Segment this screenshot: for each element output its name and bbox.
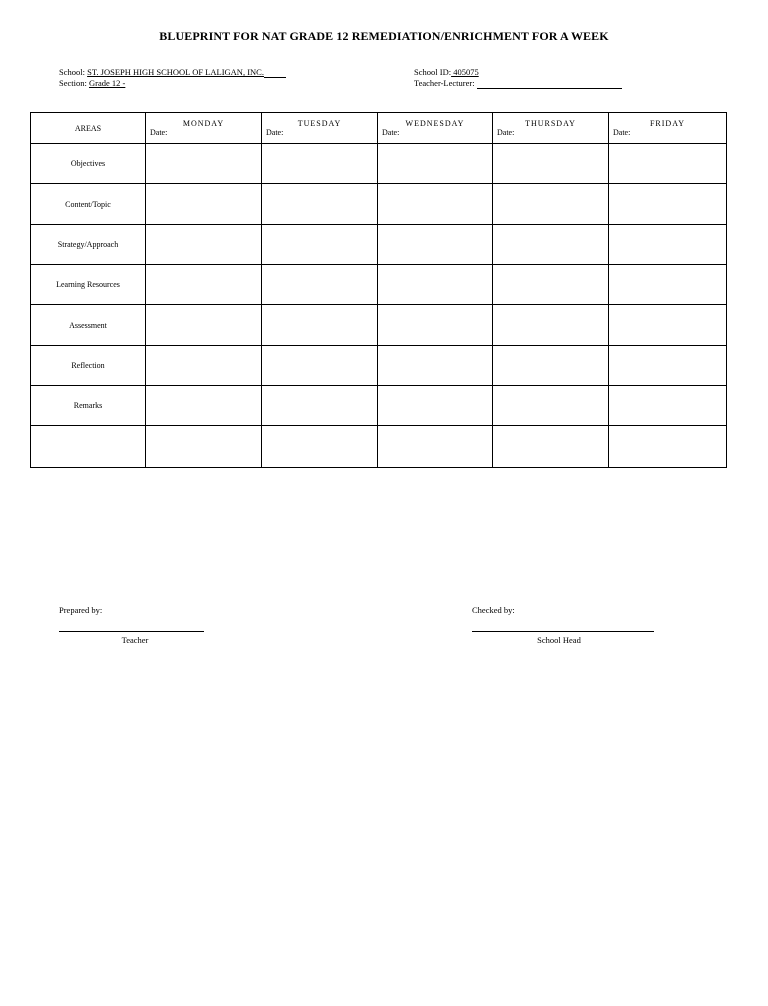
plan-cell[interactable]	[378, 305, 493, 346]
school-head-signature-line[interactable]	[472, 631, 654, 632]
plan-cell[interactable]	[609, 225, 727, 265]
teacher-signature-line[interactable]	[59, 631, 204, 632]
plan-cell[interactable]	[493, 144, 609, 184]
area-label: Strategy/Approach	[31, 225, 146, 265]
section-value: Grade 12 -	[88, 78, 126, 88]
plan-cell[interactable]	[378, 386, 493, 426]
prepared-by-label: Prepared by:	[59, 605, 103, 615]
plan-cell[interactable]	[378, 265, 493, 305]
table-row	[31, 305, 727, 346]
plan-cell[interactable]	[493, 386, 609, 426]
checked-by-label: Checked by:	[472, 605, 515, 615]
plan-cell[interactable]	[493, 225, 609, 265]
date-label: Date:	[150, 128, 168, 137]
day-header-thursday	[493, 113, 609, 144]
table-row	[31, 225, 727, 265]
school-id-line	[414, 67, 479, 78]
plan-cell[interactable]	[146, 305, 262, 346]
date-label: Date:	[497, 128, 515, 137]
plan-cell[interactable]	[609, 265, 727, 305]
plan-cell[interactable]	[609, 386, 727, 426]
plan-cell[interactable]	[493, 426, 609, 468]
day-header-tuesday	[262, 113, 378, 144]
plan-cell[interactable]	[262, 386, 378, 426]
table-row	[31, 386, 727, 426]
plan-cell[interactable]	[146, 346, 262, 386]
plan-cell[interactable]	[262, 346, 378, 386]
plan-cell[interactable]	[493, 265, 609, 305]
table-row	[31, 144, 727, 184]
plan-cell[interactable]	[262, 265, 378, 305]
day-name: WEDNESDAY	[405, 119, 465, 128]
section-line	[59, 78, 125, 89]
plan-cell[interactable]	[146, 426, 262, 468]
plan-cell[interactable]	[262, 305, 378, 346]
plan-cell[interactable]	[146, 225, 262, 265]
plan-cell[interactable]	[378, 346, 493, 386]
school-underline	[264, 68, 286, 78]
area-label: Learning Resources	[31, 265, 146, 305]
table-row	[31, 265, 727, 305]
area-label: Content/Topic	[31, 184, 146, 225]
plan-cell[interactable]	[146, 386, 262, 426]
plan-cell[interactable]	[609, 346, 727, 386]
plan-cell[interactable]	[262, 225, 378, 265]
table-row	[31, 346, 727, 386]
day-name: THURSDAY	[525, 119, 576, 128]
date-label: Date:	[382, 128, 400, 137]
area-label: Reflection	[31, 346, 146, 386]
plan-cell[interactable]	[609, 305, 727, 346]
plan-cell[interactable]	[493, 346, 609, 386]
area-label: Remarks	[31, 386, 146, 426]
plan-cell[interactable]	[493, 305, 609, 346]
plan-cell[interactable]	[146, 184, 262, 225]
section-label: Section:	[59, 78, 87, 88]
weekly-plan-table	[30, 112, 727, 468]
areas-header: AREAS	[31, 113, 146, 144]
day-name: TUESDAY	[297, 119, 342, 128]
plan-cell[interactable]	[262, 184, 378, 225]
plan-cell[interactable]	[378, 426, 493, 468]
day-name: MONDAY	[182, 119, 225, 128]
school-value: ST. JOSEPH HIGH SCHOOL OF LALIGAN, INC.	[87, 67, 264, 77]
plan-cell[interactable]	[609, 184, 727, 225]
header-row	[31, 113, 727, 144]
plan-cell[interactable]	[378, 184, 493, 225]
school-head-role-label: School Head	[537, 635, 581, 645]
plan-cell[interactable]	[146, 144, 262, 184]
day-name: FRIDAY	[649, 119, 686, 128]
day-header-monday	[146, 113, 262, 144]
area-label	[31, 426, 146, 468]
school-line	[59, 67, 286, 78]
table-row	[31, 184, 727, 225]
school-id-label: School ID:	[414, 67, 452, 77]
plan-cell[interactable]	[378, 225, 493, 265]
teacher-lecturer-label: Teacher-Lecturer:	[414, 78, 475, 88]
date-label: Date:	[266, 128, 284, 137]
school-label: School:	[59, 67, 85, 77]
area-label: Assessment	[31, 305, 146, 346]
day-header-friday	[609, 113, 727, 144]
school-id-value: 405075	[451, 67, 479, 77]
teacher-lecturer-line	[414, 78, 622, 89]
plan-cell[interactable]	[146, 265, 262, 305]
area-label: Objectives	[31, 144, 146, 184]
document-title: BLUEPRINT FOR NAT GRADE 12 REMEDIATION/ENRICHMENT FOR A WEEK	[159, 29, 609, 43]
plan-cell[interactable]	[493, 184, 609, 225]
date-label: Date:	[613, 128, 631, 137]
plan-cell[interactable]	[262, 144, 378, 184]
plan-cell[interactable]	[378, 144, 493, 184]
day-header-wednesday	[378, 113, 493, 144]
plan-cell[interactable]	[262, 426, 378, 468]
teacher-lecturer-field[interactable]	[477, 79, 622, 89]
teacher-role-label: Teacher	[121, 635, 149, 645]
table-row	[31, 426, 727, 468]
plan-cell[interactable]	[609, 144, 727, 184]
plan-cell[interactable]	[609, 426, 727, 468]
